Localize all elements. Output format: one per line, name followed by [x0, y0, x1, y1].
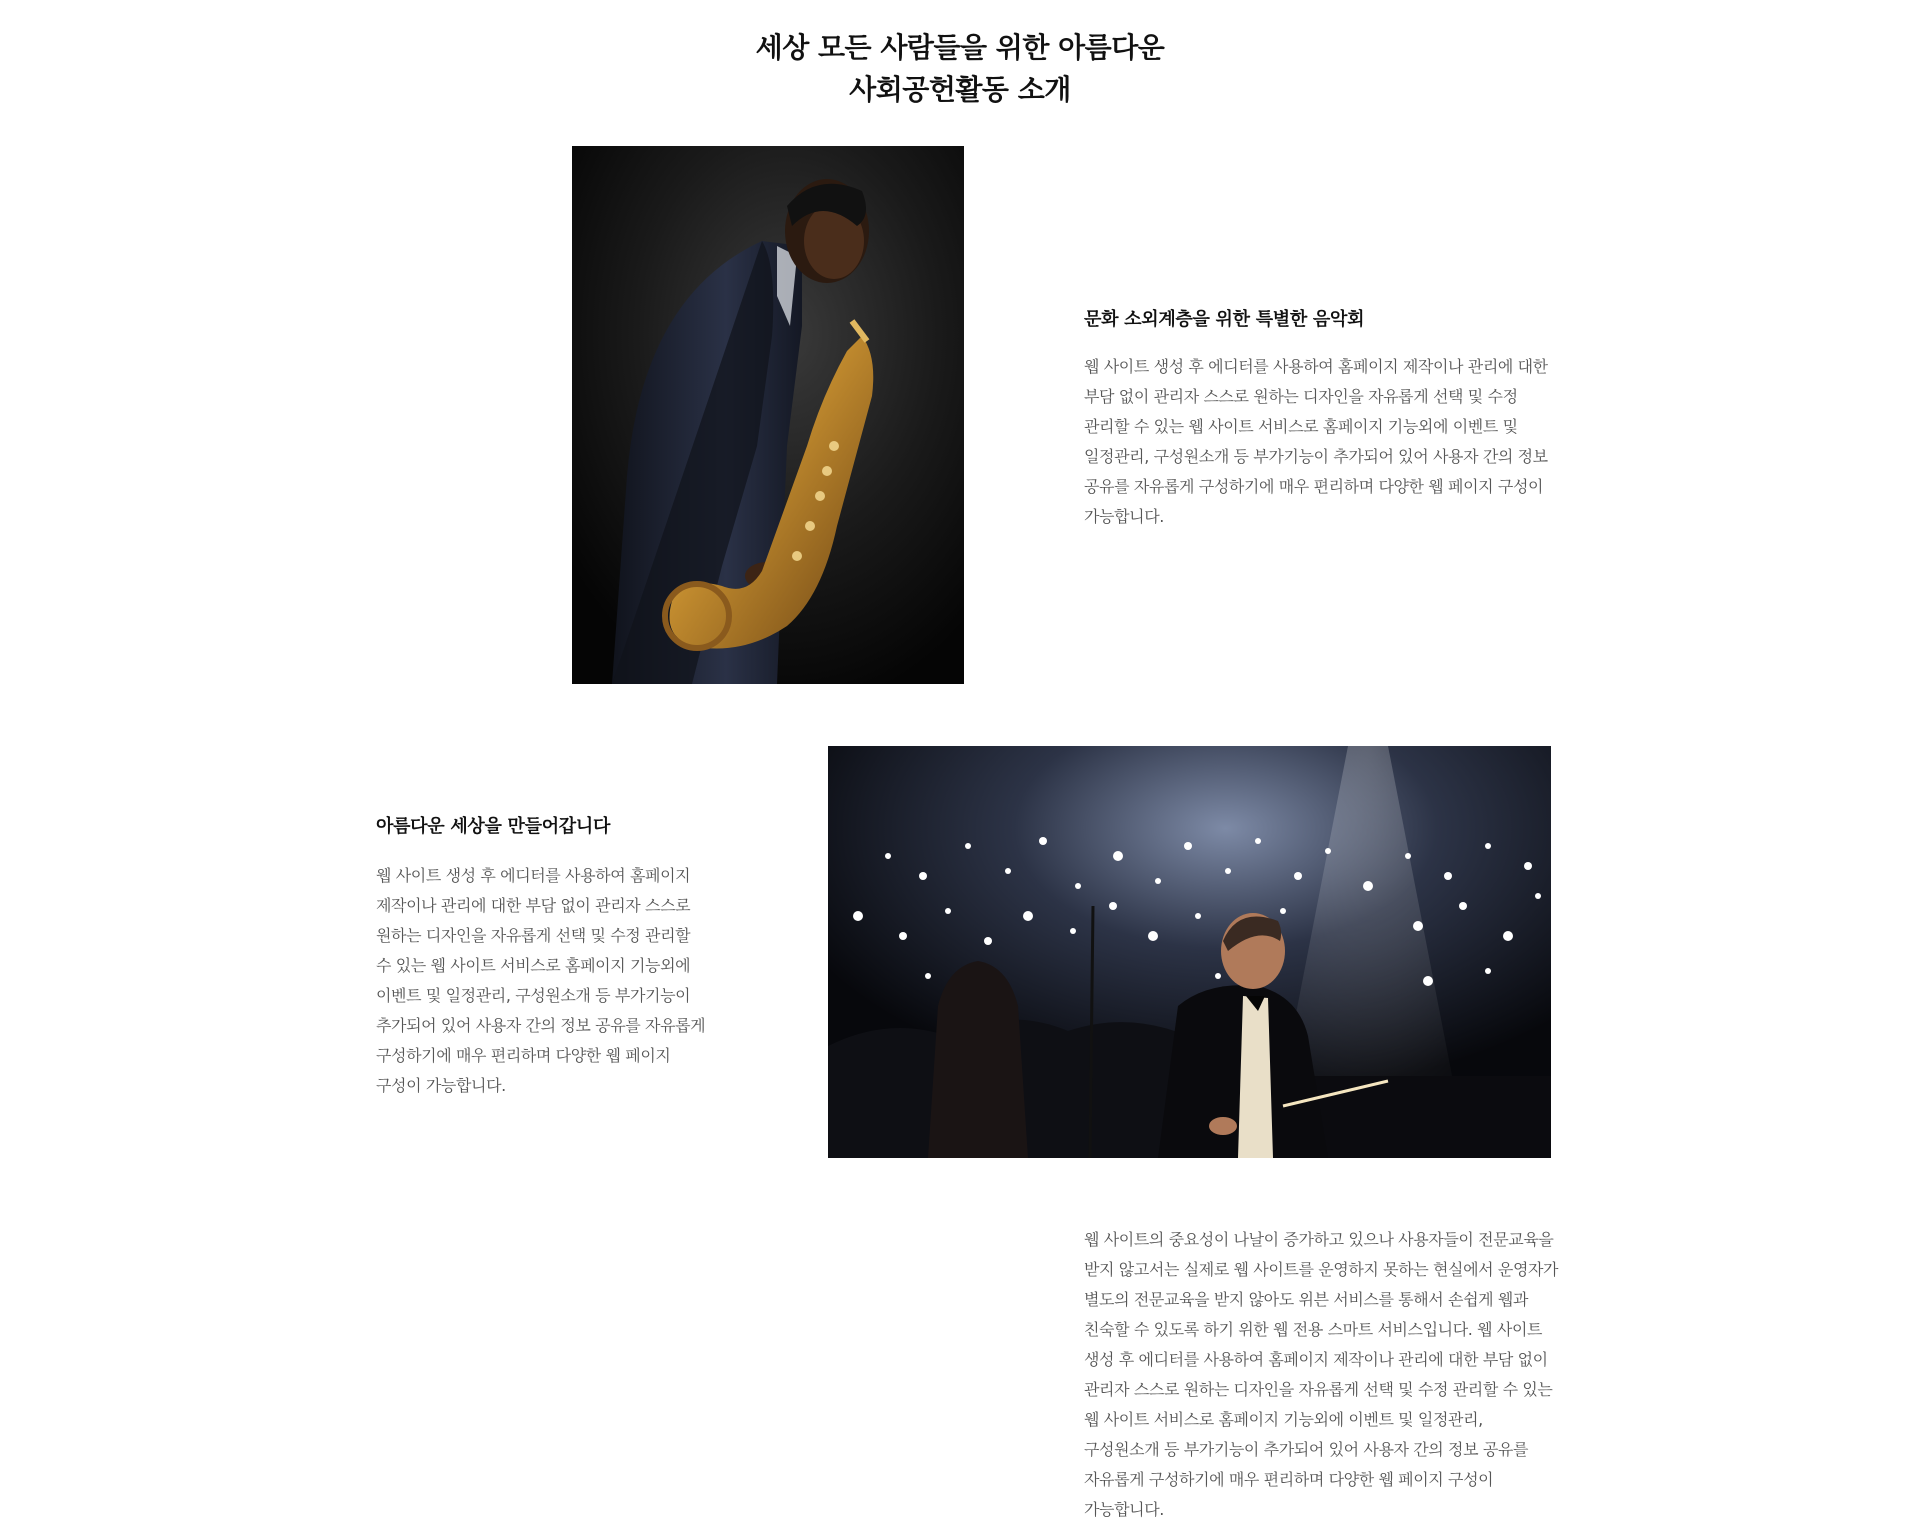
saxophone-player-image — [572, 146, 964, 684]
section2-title: 아름다운 세상을 만들어갑니다 — [376, 816, 611, 837]
section1-title: 문화 소외계층을 위한 특별한 음악회 — [1084, 309, 1365, 330]
section3-text: 웹 사이트의 중요성이 나날이 증가하고 있으나 사용자들이 전문교육을 받지 않고서는 실제로 웹 사이트를 운영하지 못하는 현실에서 운영자가 별도의 전문교육을 받지 않아도 위븐 서비스를 통해서 손쉽게 웹과 친숙할 수 있도록 하기 위한 웹 전용 스마트 서비스입니다. 웹 사이트 생성 후 에디터를 사용하여 홈페이지 제작이나 관리에 대한 부담 없이 관리자 스스로 원하는 디자인을 자유롭게 선택 및 수정 관리할 수 있는 웹 사이트 서비스로 홈페이지 기능외에 이벤트 및 일정관리, 구성원소개 등 부가기능이 추가되어 있어 사용자 간의 정보 공유를 자유롭게 구성하기에 매우 편리하며 다양한 웹 페이지 구성이 가능합니다. — [1084, 1230, 1559, 1519]
page-title — [0, 27, 1920, 111]
section1-text: 웹 사이트 생성 후 에디터를 사용하여 홈페이지 제작이나 관리에 대한 부담 없이 관리자 스스로 원하는 디자인을 자유롭게 선택 및 수정 관리할 수 있는 웹 사이트 서비스로 홈페이지 기능외에 이벤트 및 일정관리, 구성원소개 등 부가기능이 추가되어 있어 사용자 간의 정보 공유를 자유롭게 구성하기에 매우 편리하며 다양한 웹 페이지 구성이 가능합니다. — [1084, 357, 1548, 526]
concert-conductor-image — [828, 746, 1551, 1158]
page-title-line1: 세상 모든 사람들을 위한 아름다운 — [755, 30, 1165, 64]
section2-text: 웹 사이트 생성 후 에디터를 사용하여 홈페이지 제작이나 관리에 대한 부담 없이 관리자 스스로 원하는 디자인을 자유롭게 선택 및 수정 관리할 수 있는 웹 사이트 서비스로 홈페이지 기능외에 이벤트 및 일정관리, 구성원소개 등 부가기능이 추가되어 있어 사용자 간의 정보 공유를 자유롭게 구성하기에 매우 편리하며 다양한 웹 페이지 구성이 가능합니다. — [376, 866, 706, 1095]
page-title-line2: 사회공헌활동 소개 — [849, 72, 1071, 106]
